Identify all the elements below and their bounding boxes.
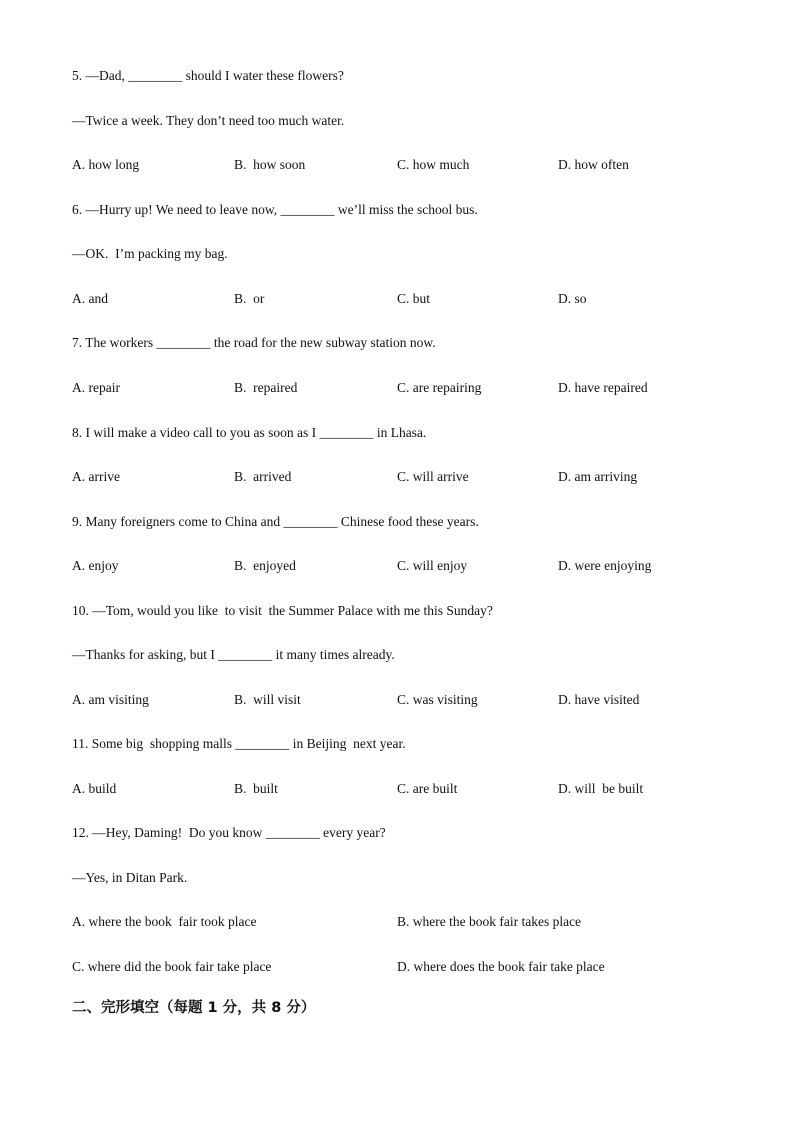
question-7-option-b[interactable]: B. repaired — [234, 380, 298, 395]
question-9-option-b[interactable]: B. enjoyed — [234, 558, 296, 573]
question-9-options — [72, 557, 722, 575]
question-12-answer-line: —Yes, in Ditan Park. — [72, 870, 188, 885]
question-9-stem: 9. Many foreigners come to China and ________ Chinese food these years. — [72, 514, 479, 529]
question-10-option-c[interactable]: C. was visiting — [397, 692, 478, 707]
question-6-option-a[interactable]: A. and — [72, 291, 108, 306]
question-6-options — [72, 290, 722, 308]
section-heading-cloze: 二、完形填空（每题 1 分，共 8 分） — [72, 1000, 316, 1016]
question-7-stem: 7. The workers ________ the road for the new subway station now. — [72, 335, 436, 350]
question-10-options — [72, 691, 722, 709]
question-11-option-b[interactable]: B. built — [234, 781, 278, 796]
question-10-stem: 10. —Tom, would you like to visit the Summer Palace with me this Sunday? — [72, 603, 493, 618]
question-12-stem: 12. —Hey, Daming! Do you know ________ every year? — [72, 825, 386, 840]
question-6-stem: 6. —Hurry up! We need to leave now, ________ we’ll miss the school bus. — [72, 202, 478, 217]
question-10-option-d[interactable]: D. have visited — [558, 692, 640, 707]
question-7-option-c[interactable]: C. are repairing — [397, 380, 482, 395]
question-12-options-row-1 — [72, 913, 722, 931]
question-7-option-d[interactable]: D. have repaired — [558, 380, 648, 395]
question-6-option-b[interactable]: B. or — [234, 291, 265, 306]
question-8-option-b[interactable]: B. arrived — [234, 469, 292, 484]
question-6-option-d[interactable]: D. so — [558, 291, 587, 306]
question-8-option-a[interactable]: A. arrive — [72, 469, 120, 484]
question-8-stem: 8. I will make a video call to you as soon as I ________ in Lhasa. — [72, 425, 427, 440]
question-6-answer-line: —OK. I’m packing my bag. — [72, 246, 228, 261]
question-12-option-b[interactable]: B. where the book fair takes place — [397, 914, 582, 929]
question-8-options — [72, 468, 722, 486]
question-11-option-d[interactable]: D. will be built — [558, 781, 644, 796]
question-5-option-b[interactable]: B. how soon — [234, 157, 306, 172]
question-11-stem: 11. Some big shopping malls ________ in Beijing next year. — [72, 736, 406, 751]
question-5-option-c[interactable]: C. how much — [397, 157, 470, 172]
question-6-option-c[interactable]: C. but — [397, 291, 431, 306]
question-11-option-c[interactable]: C. are built — [397, 781, 458, 796]
question-11-options — [72, 780, 722, 798]
question-5-stem: 5. —Dad, ________ should I water these flowers? — [72, 68, 344, 83]
question-9-option-a[interactable]: A. enjoy — [72, 558, 119, 573]
question-12-option-a[interactable]: A. where the book fair took place — [72, 914, 257, 929]
question-5-option-a[interactable]: A. how long — [72, 157, 140, 172]
question-7-option-a[interactable]: A. repair — [72, 380, 120, 395]
question-12-options-row-2 — [72, 958, 722, 976]
question-5-options — [72, 156, 722, 174]
question-5-option-d[interactable]: D. how often — [558, 157, 629, 172]
question-10-option-b[interactable]: B. will visit — [234, 692, 301, 707]
question-5-answer-line: —Twice a week. They don’t need too much water. — [72, 113, 345, 128]
question-12-option-d[interactable]: D. where does the book fair take place — [397, 959, 605, 974]
question-7-options — [72, 379, 722, 397]
question-11-option-a[interactable]: A. build — [72, 781, 117, 796]
question-8-option-c[interactable]: C. will arrive — [397, 469, 469, 484]
question-12-option-c[interactable]: C. where did the book fair take place — [72, 959, 272, 974]
question-10-answer-line: —Thanks for asking, but I ________ it many times already. — [72, 647, 395, 662]
question-9-option-c[interactable]: C. will enjoy — [397, 558, 468, 573]
question-9-option-d[interactable]: D. were enjoying — [558, 558, 652, 573]
question-8-option-d[interactable]: D. am arriving — [558, 469, 638, 484]
question-10-option-a[interactable]: A. am visiting — [72, 692, 149, 707]
